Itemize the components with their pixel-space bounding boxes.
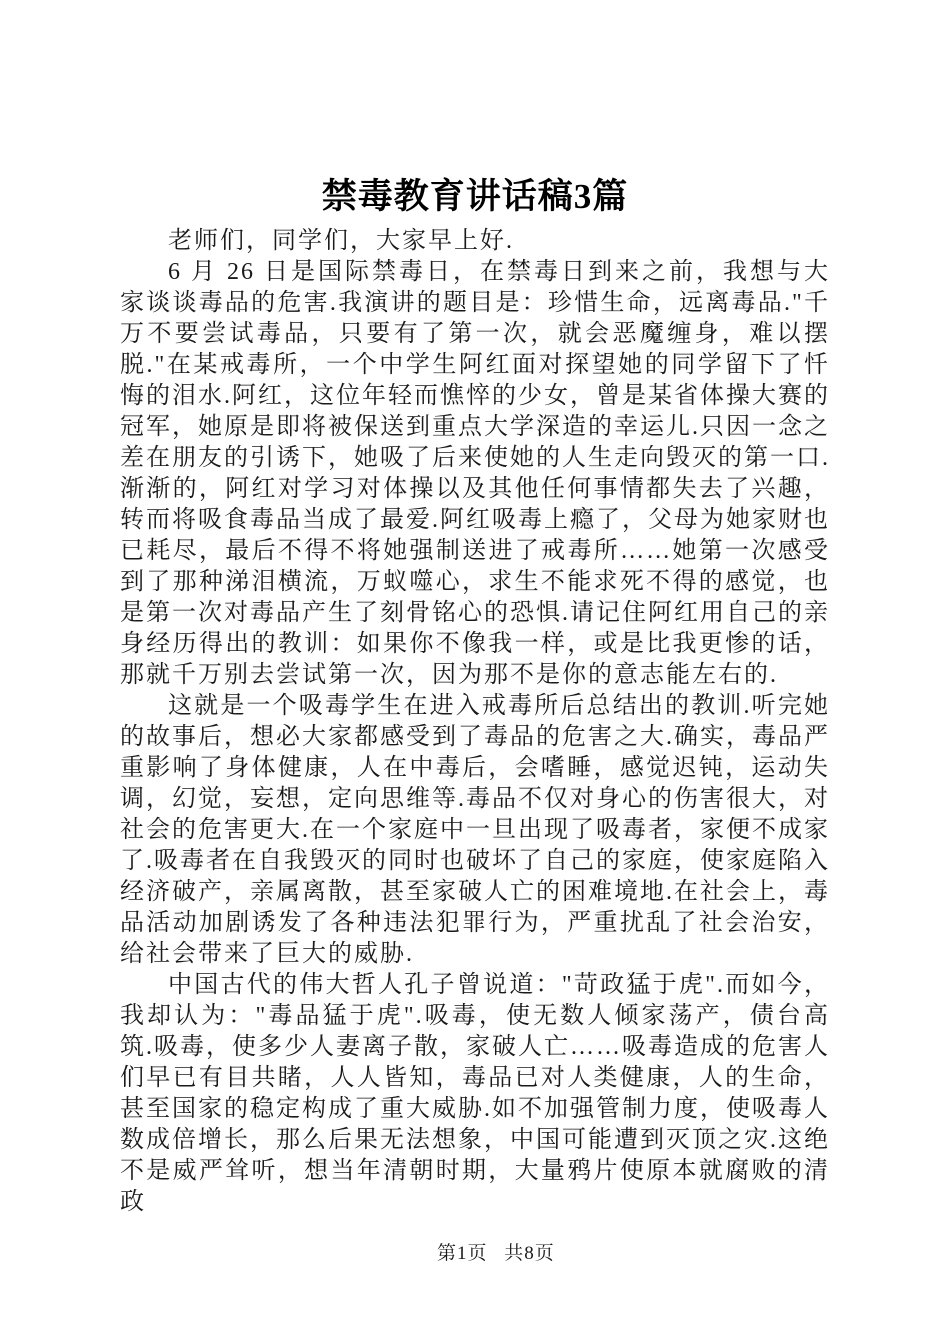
paragraph: 6 月 26 日是国际禁毒日，在禁毒日到来之前，我想与大家谈谈毒品的危害.我演讲的题目是：珍惜生命，远离毒品."千万不要尝试毒品，只要有了第一次，就会恶魔缠身，难以摆脱."在某戒毒所，一个中学生阿红面对探望她的同学留下了忏悔的泪水.阿红，这位年轻而憔悴的少女，曾是某省体操大赛的冠军，她原是即将被保送到重点大学深造的幸运儿.只因一念之差在朋友的引诱下，她吸了后来使她的人生走向毁灭的第一口.渐渐的，阿红对学习对体操以及其他任何事情都失去了兴趣，转而将吸食毒品当成了最爱.阿红吸毒上瘾了，父母为她家财也已耗尽，最后不得不将她强制送进了戒毒所……她第一次感受到了那种涕泪横流，万蚁噬心，求生不能求死不得的感觉，也是第一次对毒品产生了刻骨铭心的恐惧.请记住阿红用自己的亲身经历得出的教训：如果你不像我一样，或是比我更惨的话，那就千万别去尝试第一次，因为那不是你的意志能左右的. <box>120 259 830 688</box>
document-body <box>120 226 830 1218</box>
page-total: 共8页 <box>504 1243 555 1264</box>
paragraph: 这就是一个吸毒学生在进入戒毒所后总结出的教训.听完她的故事后，想必大家都感受到了毒品的危害之大.确实，毒品严重影响了身体健康，人在中毒后，会嗜睡，感觉迟钝，运动失调，幻觉，妄想，定向思维等.毒品不仅对身心的伤害很大，对社会的危害更大.在一个家庭中一旦出现了吸毒者，家便不成家了.吸毒者在自我毁灭的同时也破坏了自己的家庭，使家庭陷入经济破产，亲属离散，甚至家破人亡的困难境地.在社会上，毒品活动加剧诱发了各种违法犯罪行为，严重扰乱了社会治安，给社会带来了巨大的威胁. <box>120 693 830 967</box>
page-footer <box>437 1242 555 1266</box>
page-number: 第1页 <box>437 1243 488 1264</box>
document-content <box>120 176 830 1218</box>
paragraph: 老师们，同学们，大家早上好. <box>168 228 514 254</box>
paragraph: 中国古代的伟大哲人孔子曾说道："苛政猛于虎".而如今，我却认为："毒品猛于虎".吸毒，使无数人倾家荡产，债台高筑.吸毒，使多少人妻离子散，家破人亡……吸毒造成的危害人们早已有目共睹，人人皆知，毒品已对人类健康，人的生命，甚至国家的稳定构成了重大威胁.如不加强管制力度，使吸毒人数成倍增长，那么后果无法想象，中国可能遭到灭顶之灾.这绝不是威严耸听，想当年清朝时期，大量鸦片使原本就腐败的清政 <box>120 972 830 1215</box>
document-title: 禁毒教育讲话稿3篇 <box>321 177 629 216</box>
